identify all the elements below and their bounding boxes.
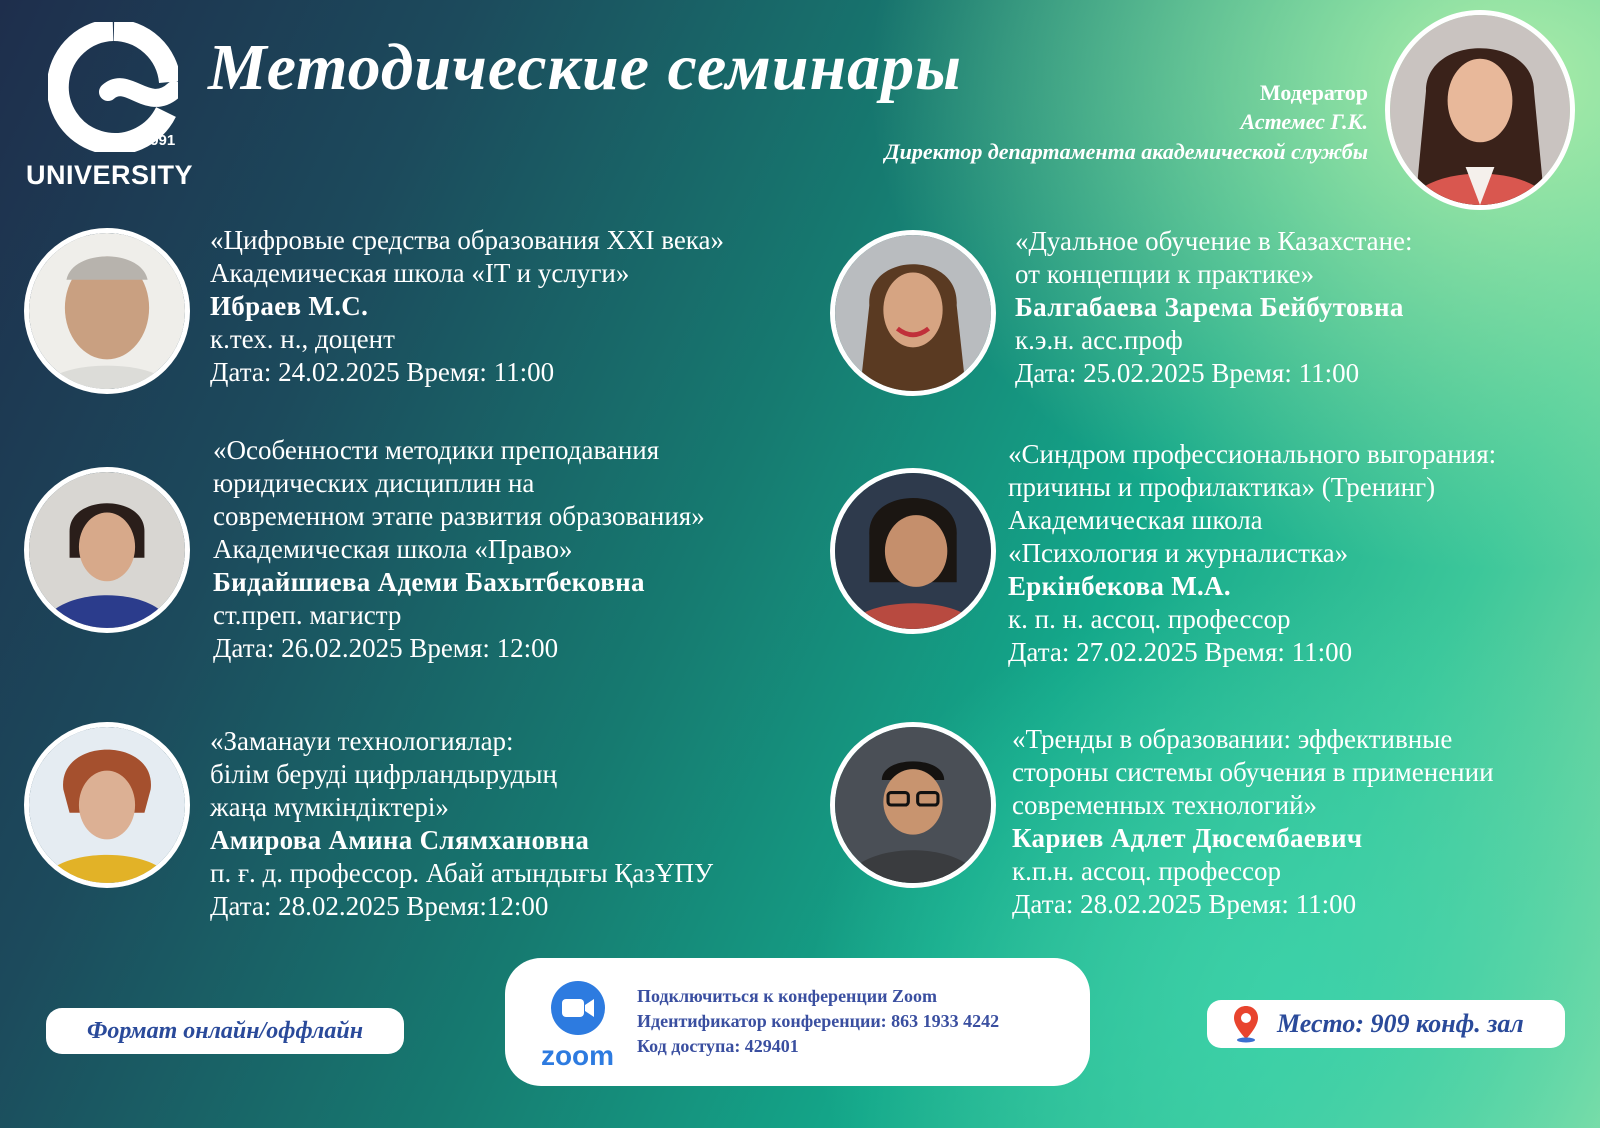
speaker-avatar-1 bbox=[24, 228, 190, 394]
seminar-title-line: «Заманауи технологиялар: bbox=[210, 726, 514, 756]
person-photo-icon bbox=[835, 727, 991, 883]
zoom-camera-icon bbox=[550, 980, 606, 1036]
speaker-degree: к. п. н. ассоц. профессор bbox=[1008, 604, 1291, 634]
seminar-school: Академическая школа «Право» bbox=[213, 534, 573, 564]
university-logo bbox=[26, 22, 206, 192]
speaker-degree: ст.преп. магистр bbox=[213, 600, 402, 630]
zoom-passcode: Код доступа: 429401 bbox=[637, 1036, 799, 1056]
speaker-degree: п. ғ. д. профессор. Абай атындығы ҚазҰПУ bbox=[210, 858, 714, 888]
seminar-3 bbox=[213, 434, 705, 665]
seminar-datetime: Дата: 28.02.2025 Время:12:00 bbox=[210, 891, 549, 921]
seminar-6 bbox=[1012, 723, 1494, 921]
moderator-role: Модератор bbox=[1259, 80, 1368, 105]
moderator-avatar bbox=[1385, 10, 1575, 210]
speaker-name: Бидайшиева Адеми Бахытбековна bbox=[213, 567, 645, 597]
seminar-1 bbox=[210, 224, 724, 389]
seminar-title-line: от концепции к практике» bbox=[1015, 259, 1315, 289]
seminar-title-line: стороны системы обучения в применении bbox=[1012, 757, 1494, 787]
seminar-title-line: білім беруді цифрландырудың bbox=[210, 759, 557, 789]
page-title: Методические семинары bbox=[208, 31, 962, 104]
speaker-degree: к.п.н. ассоц. профессор bbox=[1012, 856, 1281, 886]
speaker-name: Ибраев М.С. bbox=[210, 291, 369, 321]
seminar-datetime: Дата: 24.02.2025 Время: 11:00 bbox=[210, 357, 555, 387]
location-badge bbox=[1207, 1000, 1565, 1048]
seminar-title-line: современных технологий» bbox=[1012, 790, 1318, 820]
zoom-connect-text[interactable]: Подключиться к конференции Zoom bbox=[637, 986, 938, 1006]
speaker-avatar-6 bbox=[830, 722, 996, 888]
moderator-position: Директор департамента академической службы bbox=[884, 139, 1368, 164]
speaker-name: Еркінбекова М.А. bbox=[1008, 571, 1231, 601]
zoom-info-card[interactable] bbox=[505, 958, 1090, 1086]
seminar-datetime: Дата: 25.02.2025 Время: 11:00 bbox=[1015, 358, 1360, 388]
zoom-wordmark: zoom bbox=[540, 1040, 615, 1071]
speaker-name: Кариев Адлет Дюсембаевич bbox=[1012, 823, 1363, 853]
seminar-4 bbox=[1008, 438, 1496, 669]
moderator-name: Астемес Г.К. bbox=[1240, 109, 1368, 134]
speaker-avatar-5 bbox=[24, 722, 190, 888]
seminar-title-line: современном этапе развития образования» bbox=[213, 501, 705, 531]
seminar-title-line: «Синдром профессионального выгорания: bbox=[1008, 439, 1497, 469]
seminar-datetime: Дата: 26.02.2025 Время: 12:00 bbox=[213, 633, 559, 663]
location-text: Место: 909 конф. зал bbox=[1277, 1009, 1524, 1038]
speaker-avatar-4 bbox=[830, 468, 996, 634]
zoom-details bbox=[637, 984, 999, 1059]
person-photo-icon bbox=[1390, 15, 1570, 205]
moderator-block bbox=[885, 78, 1368, 168]
format-text: Формат онлайн/оффлайн bbox=[86, 1017, 364, 1044]
speaker-name: Балгабаева Зарема Бейбутовна bbox=[1015, 292, 1404, 322]
seminar-title-line: «Дуальное обучение в Казахстане: bbox=[1015, 226, 1413, 256]
location-pin-icon bbox=[1233, 1005, 1259, 1043]
seminar-title-line: «Тренды в образовании: эффективные bbox=[1012, 724, 1453, 754]
logo-est-text: est 1991 bbox=[116, 132, 176, 149]
person-photo-icon bbox=[29, 727, 185, 883]
person-photo-icon bbox=[29, 472, 185, 628]
zoom-logo bbox=[535, 980, 620, 1072]
zoom-meeting-id: Идентификатор конференции: 863 1933 4242 bbox=[637, 1011, 1000, 1031]
speaker-degree: к.тех. н., доцент bbox=[210, 324, 395, 354]
speaker-degree: к.э.н. асс.проф bbox=[1015, 325, 1183, 355]
seminar-2 bbox=[1015, 225, 1413, 390]
seminar-school: Академическая школа bbox=[1008, 505, 1263, 535]
format-badge bbox=[46, 1008, 404, 1054]
seminar-title-line: жаңа мүмкіндіктері» bbox=[210, 792, 449, 822]
seminar-datetime: Дата: 27.02.2025 Время: 11:00 bbox=[1008, 637, 1353, 667]
speaker-avatar-3 bbox=[24, 467, 190, 633]
person-photo-icon bbox=[835, 235, 991, 391]
seminar-school: «Психология и журналистка» bbox=[1008, 538, 1349, 568]
person-photo-icon bbox=[835, 473, 991, 629]
seminar-title-line: «Особенности методики преподавания bbox=[213, 435, 660, 465]
logo-university-text: UNIVERSITY bbox=[26, 160, 194, 190]
speaker-name: Амирова Амина Слямхановна bbox=[210, 825, 590, 855]
speaker-avatar-2 bbox=[830, 230, 996, 396]
seminar-title-line: «Цифровые средства образования XXI века» bbox=[210, 225, 725, 255]
seminar-school: Академическая школа «IT и услуги» bbox=[210, 258, 630, 288]
seminar-datetime: Дата: 28.02.2025 Время: 11:00 bbox=[1012, 889, 1357, 919]
seminar-title-line: причины и профилактика» (Тренинг) bbox=[1008, 472, 1436, 502]
seminar-title-line: юридических дисциплин на bbox=[213, 468, 535, 498]
seminar-5 bbox=[210, 725, 713, 923]
person-photo-icon bbox=[29, 233, 185, 389]
